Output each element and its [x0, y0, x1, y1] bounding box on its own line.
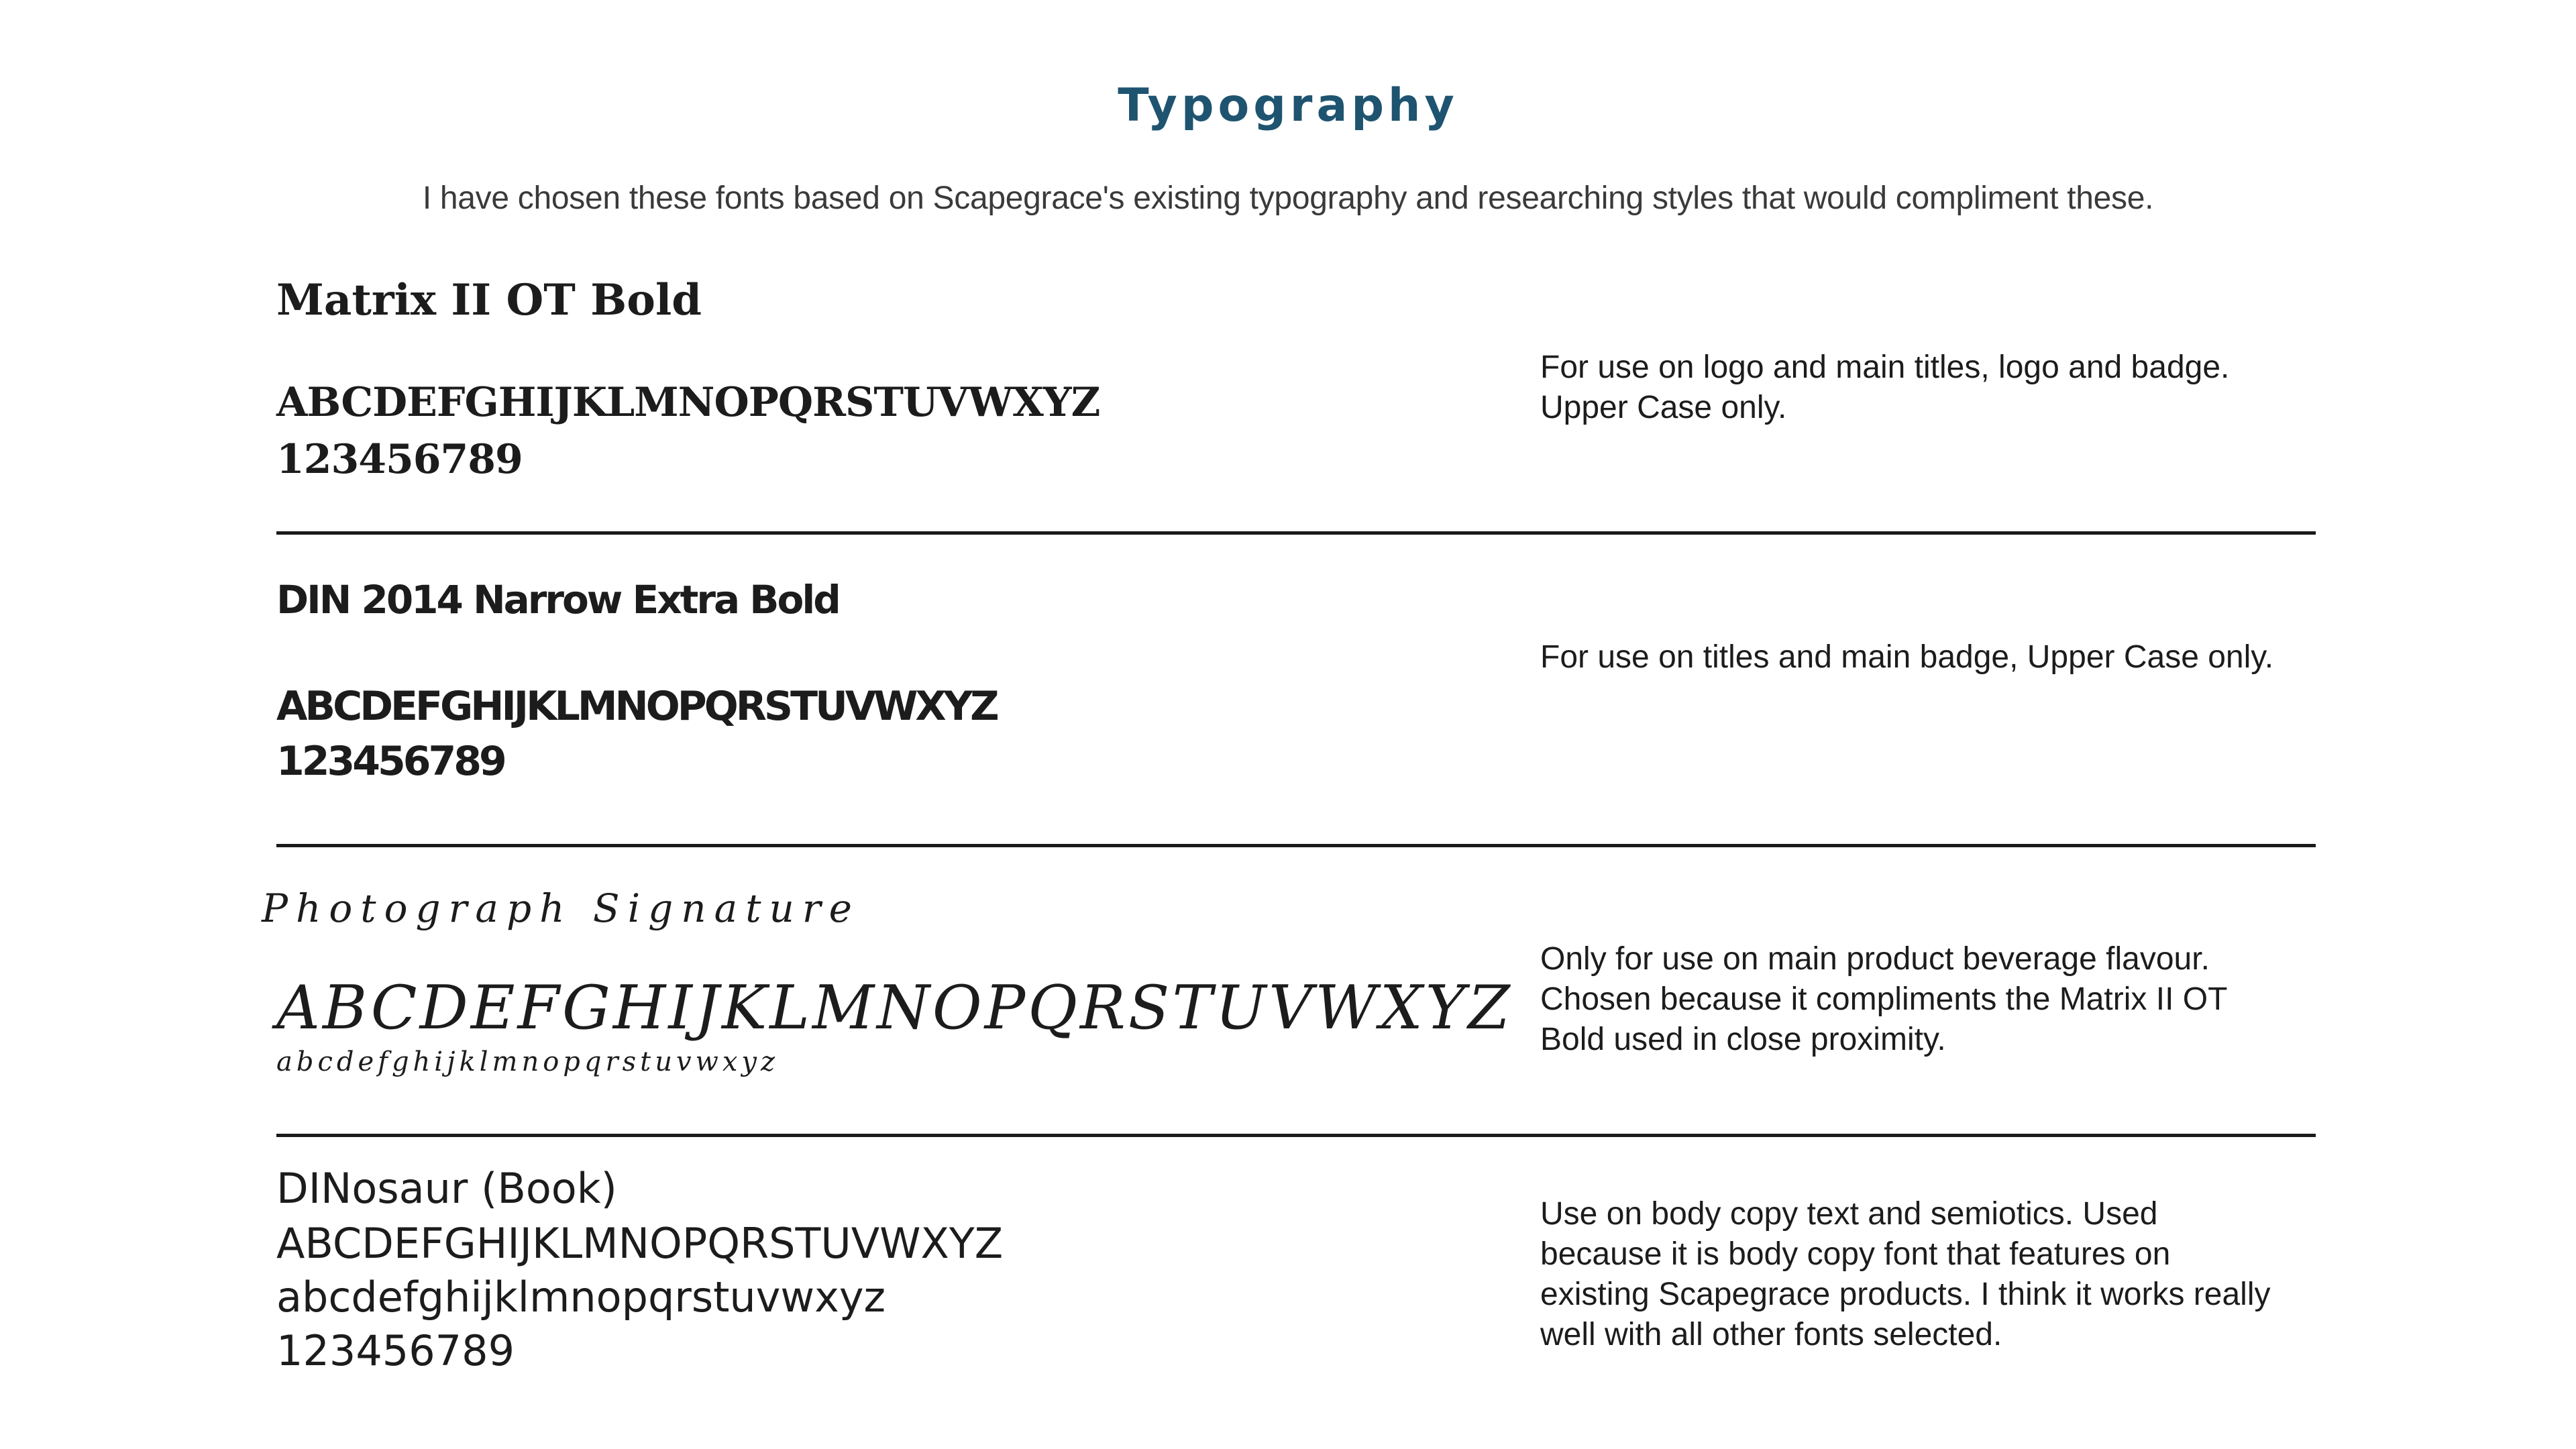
page-title: Typography — [1118, 79, 1458, 132]
font-sample-lowercase: abcdefghijklmnopqrstuvwxyz — [276, 1046, 780, 1077]
font-name: DIN 2014 Narrow Extra Bold — [276, 577, 839, 623]
section-divider — [276, 844, 2316, 847]
font-section-script — [262, 885, 2316, 1127]
font-name: Photograph Signature — [262, 885, 860, 931]
font-section-din — [276, 577, 2316, 845]
section-divider — [276, 1134, 2316, 1137]
font-sample-lowercase: abcdefghijklmnopqrstuvwxyz — [276, 1273, 886, 1322]
font-description: Only for use on main product beverage flavour. Chosen because it compliments the Matrix II OT Bold used in close proximity. — [1540, 941, 2227, 1057]
font-sample-uppercase: ABCDEFGHIJKLMNOPQRSTUVWXYZ — [276, 973, 1513, 1043]
font-sample-uppercase: ABCDEFGHIJKLMNOPQRSTUVWXYZ — [276, 683, 997, 730]
font-sample-numbers: 123456789 — [276, 738, 504, 785]
font-sample-uppercase: ABCDEFGHIJKLMNOPQRSTUVWXYZ — [276, 1219, 1004, 1268]
font-section-matrix — [276, 268, 2316, 530]
font-sample-numbers: 123456789 — [276, 436, 523, 483]
font-description: For use on titles and main badge, Upper Case only. — [1540, 639, 2274, 675]
font-sample-uppercase: ABCDEFGHIJKLMNOPQRSTUVWXYZ — [276, 379, 1100, 426]
section-divider — [276, 531, 2316, 535]
font-name: Matrix II OT Bold — [276, 275, 702, 325]
font-sample-numbers: 123456789 — [276, 1326, 515, 1375]
font-description: Use on body copy text and semiotics. Used because it is body copy font that features on existing Scapegrace products. I think it works really well with all other fonts selected. — [1540, 1196, 2271, 1352]
font-description: For use on logo and main titles, logo and badge. Upper Case only. — [1540, 350, 2230, 425]
font-name: DINosaur (Book) — [276, 1164, 617, 1213]
font-section-dinosaur — [276, 1164, 2316, 1385]
page-subtitle: I have chosen these fonts based on Scapegrace's existing typography and researching styles that would compliment these. — [422, 180, 2154, 216]
